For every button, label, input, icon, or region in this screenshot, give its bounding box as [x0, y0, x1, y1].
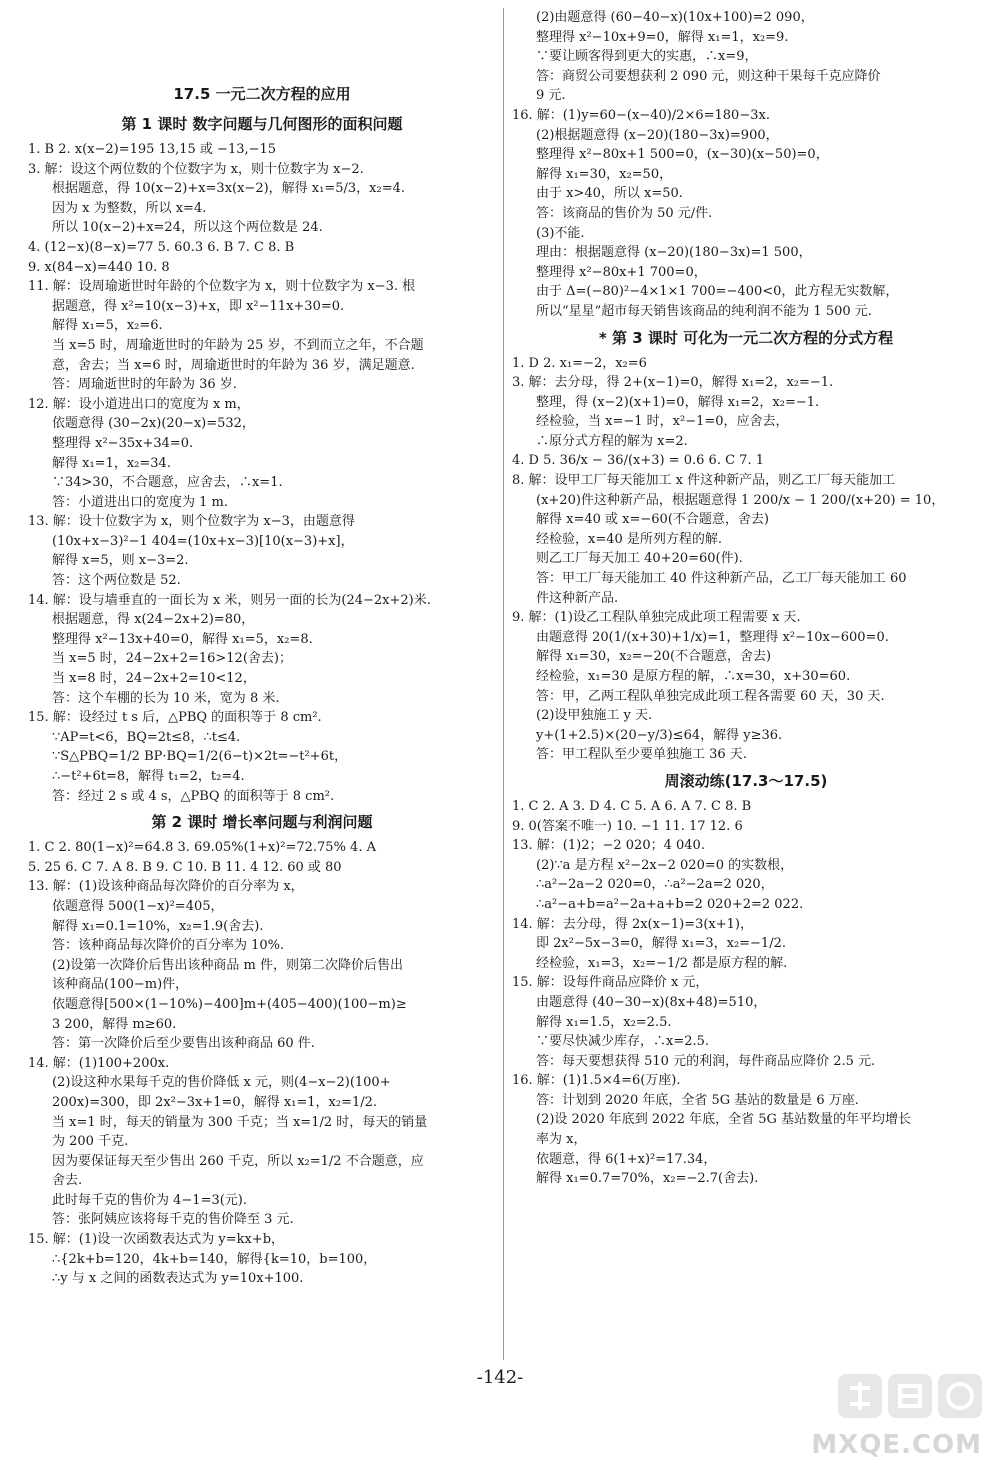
answer-line: 答：甲工厂每天能加工 40 件这种新产品，乙工厂每天能加工 60 — [536, 571, 907, 587]
answer-line: 解得 x₁=1.5，x₂=2.5. — [536, 1014, 672, 1030]
answer-line: 9. 解：(1)设乙工程队单独完成此项工程需要 x 天. — [512, 610, 801, 626]
answer-line: 解得 x=40 或 x=−60(不合题意，舍去) — [536, 512, 769, 528]
answer-line: 答：第一次降价后至少要售出该种商品 60 件. — [52, 1036, 315, 1052]
answer-line: (2)设 2020 年底到 2022 年底，全省 5G 基站数量的年平均增长 — [536, 1112, 912, 1128]
answer-line: 解得 x₁=5，x₂=6. — [52, 318, 163, 334]
answer-line: (10x+x−3)²−1 404=(10x+x−3)[10(x−3)+x]， — [52, 533, 354, 549]
answer-line: 整理得 x²−80x+1 700=0， — [536, 264, 707, 280]
answer-line: 依题意得 (30−2x)(20−x)=532， — [52, 416, 255, 432]
answer-line: 理由：根据题意得 (x−20)(180−3x)=1 500， — [536, 245, 812, 261]
answer-line: ∵要让顾客得到更大的实惠，∴x=9， — [536, 49, 758, 65]
answer-line: (3)不能. — [536, 225, 585, 241]
answer-line: 根据题意，得 10(x−2)+x=3x(x−2)，解得 x₁=5/3，x₂=4. — [52, 181, 405, 197]
answer-line: 由于 x>40，所以 x=50. — [536, 186, 683, 202]
answer-line: 1. B 2. x(x−2)=195 13,15 或 −13,−15 — [28, 142, 277, 157]
answer-line: 由于 Δ=(−80)²−4×1×1 700=−400<0，此方程无实数解， — [536, 284, 899, 300]
answer-line: 当 x=5 时，周瑜逝世时的年龄为 25 岁，不到而立之年，不合题 — [52, 337, 424, 353]
answer-line: 11. 解：设周瑜逝世时年龄的个位数字为 x，则十位数字为 x−3. 根 — [28, 279, 416, 295]
answer-line: 则乙工厂每天加工 40+20=60(件). — [536, 551, 743, 567]
answer-line: 13. 解：设十位数字为 x，则个位数字为 x−3，由题意得 — [28, 514, 355, 530]
answer-line: 8. 解：设甲工厂每天能加工 x 件这种新产品，则乙工厂每天能加工 — [512, 473, 896, 489]
lesson1-answers — [28, 140, 496, 806]
answer-line: 答：甲，乙两工程队单独完成此项工程各需要 60 天，30 天. — [536, 688, 885, 704]
left-column — [28, 78, 496, 1289]
answer-line: 当 x=1 时，每天的销量为 300 千克；当 x=1/2 时，每天的销量 — [52, 1114, 428, 1130]
answer-line: 1. C 2. A 3. D 4. C 5. A 6. A 7. C 8. B — [512, 798, 752, 814]
answer-line: (2)设甲独施工 y 天. — [536, 708, 653, 724]
answer-line: 9 元. — [536, 88, 566, 104]
answer-line: 15. 解：设经过 t s 后，△PBQ 的面积等于 8 cm². — [28, 710, 322, 726]
answer-line: 答：每天要想获得 510 元的利润，每件商品应降价 2.5 元. — [536, 1053, 876, 1069]
answer-line: 5. 25 6. C 7. A 8. B 9. C 10. B 11. 4 12. 60 或 80 — [28, 859, 342, 875]
answer-line: ∴原分式方程的解为 x=2. — [536, 433, 688, 449]
answer-line: 整理得 x²−13x+40=0，解得 x₁=5，x₂=8. — [52, 631, 313, 647]
answer-line: 15. 解：(1)设一次函数表达式为 y=kx+b， — [28, 1232, 285, 1248]
answer-line: 整理得 x²−10x+9=0，解得 x₁=1，x₂=9. — [536, 29, 789, 45]
answer-line: 答：商贸公司要想获利 2 090 元，则这种干果每千克应降价 — [536, 68, 881, 84]
answer-line: 答：该商品的售价为 50 元/件. — [536, 205, 713, 221]
lesson3-answers — [512, 354, 980, 765]
answer-line: 所以 10(x−2)+x=24，所以这个两位数是 24. — [52, 220, 323, 236]
answer-line: 为 200 千克. — [52, 1134, 129, 1150]
right-column — [512, 8, 980, 1189]
answer-line: ∴a²−a+b=a²−2a+a+b=2 020+2=2 022. — [536, 896, 804, 912]
answer-line: 由题意得 (40−30−x)(8x+48)=510， — [536, 994, 767, 1010]
answer-line: 解得 x=5，则 x−3=2. — [52, 553, 189, 569]
answer-line: ∴y 与 x 之间的函数表达式为 y=10x+100. — [52, 1271, 304, 1287]
answer-line: ∵34>30，不合题意，应舍去，∴x=1. — [52, 475, 283, 491]
lesson3-title: * 第 3 课时 可化为一元二次方程的分式方程 — [598, 328, 894, 347]
answer-line: 所以“星星”超市每天销售该商品的纯利润不能为 1 500 元. — [536, 303, 872, 319]
answer-line: ∵AP=t<6，BQ=2t≤8，∴t≤4. — [52, 729, 241, 745]
answer-line: 16. 解：(1)y=60−(x−40)/2×6=180−3x. — [512, 107, 770, 123]
column-divider — [503, 8, 504, 1360]
answer-line: 当 x=5 时，24−2x+2=16>12(舍去)； — [52, 651, 292, 667]
answer-line: 根据题意，得 x(24−2x+2)=80， — [52, 612, 255, 628]
answer-line: 答：计划到 2020 年底，全省 5G 基站的数量是 6 万座. — [536, 1092, 859, 1108]
lesson2-answers — [28, 838, 496, 1289]
answer-line: 解得 x₁=30，x₂=−20(不合题意，舍去) — [536, 649, 772, 665]
answer-line: 即 2x²−5x−3=0，解得 x₁=3，x₂=−1/2. — [536, 936, 786, 952]
answer-line: (2)设第一次降价后售出该种商品 m 件，则第二次降价后售出 — [52, 957, 404, 973]
answer-line: 3. 解：去分母，得 2+(x−1)=0，解得 x₁=2，x₂=−1. — [512, 375, 834, 391]
answer-line: 14. 解：(1)100+200x. — [28, 1055, 170, 1071]
answer-line: ∵S△PBQ=1/2 BP·BQ=1/2(6−t)×2t=−t²+6t， — [52, 749, 348, 765]
answer-line: 依题意，得 6(1+x)²=17.34， — [536, 1151, 717, 1167]
answer-line: 件这种新产品. — [536, 590, 619, 606]
answer-line: 此时每千克的售价为 4−1=3(元). — [52, 1192, 248, 1208]
answer-line: y+(1+2.5)×(20−y/3)≤64，解得 y≥36. — [536, 727, 783, 743]
answer-line: 解得 x₁=0.7=70%，x₂=−2.7(舍去). — [536, 1171, 759, 1187]
answer-line: 答：小道进出口的宽度为 1 m. — [52, 494, 228, 510]
continued-answers — [512, 8, 980, 322]
answer-line: 1. D 2. x₁=−2，x₂=6 — [512, 355, 647, 371]
answer-line: 答：经过 2 s 或 4 s，△PBQ 的面积等于 8 cm². — [52, 788, 335, 804]
answer-line: 200x)=300，即 2x²−3x+1=0，解得 x₁=1，x₂=1/2. — [52, 1094, 378, 1110]
answer-line: ∴−t²+6t=8，解得 t₁=2，t₂=4. — [52, 769, 245, 784]
answer-line: 15. 解：设每件商品应降价 x 元， — [512, 975, 709, 991]
answer-line: 整理，得 (x−2)(x+1)=0，解得 x₁=2，x₂=−1. — [536, 394, 820, 410]
answer-line: 解得 x₁=0.1=10%，x₂=1.9(舍去). — [52, 918, 264, 934]
watermark-logo — [836, 1368, 986, 1424]
review-title: 周滚动练(17.3～17.5) — [664, 771, 828, 790]
page-number: -142- — [476, 1367, 524, 1388]
answer-line: 1. C 2. 80(1−x)²=64.8 3. 69.05%(1+x)²=72.75% 4. A — [28, 840, 376, 856]
answer-line: 整理得 x²−80x+1 500=0，(x−30)(x−50)=0， — [536, 147, 829, 163]
answer-line: 依题意得 500(1−x)²=405， — [52, 898, 224, 914]
answer-line: 16. 解：(1)1.5×4=6(万座). — [512, 1073, 681, 1089]
answer-line: 14. 解：设与墙垂直的一面长为 x 米，则另一面的长为(24−2x+2)米. — [28, 592, 431, 608]
answer-line: 答：甲工程队至少要单独施工 36 天. — [536, 747, 747, 763]
answer-line: (2)设这种水果每千克的售价降低 x 元，则(4−x−2)(100+ — [52, 1075, 391, 1091]
answer-line: 率为 x， — [536, 1132, 587, 1148]
answer-line: 14. 解：去分母，得 2x(x−1)=3(x+1)， — [512, 916, 753, 932]
answer-line: 解得 x₁=30，x₂=50， — [536, 166, 673, 182]
answer-line: 4. (12−x)(8−x)=77 5. 60.3 6. B 7. C 8. B — [28, 239, 295, 255]
answer-line: 3. 解：设这个两位数的个位数字为 x，则十位数字为 x−2. — [28, 161, 364, 177]
answer-line: 12. 解：设小道进出口的宽度为 x m， — [28, 396, 250, 412]
answer-line: 意，舍去；当 x=6 时，周瑜逝世时的年龄为 36 岁，满足题意. — [52, 357, 415, 373]
answer-line: 答：张阿姨应该将每千克的售价降至 3 元. — [52, 1212, 294, 1228]
answer-line: 该种商品(100−m)件， — [52, 977, 189, 993]
answer-line: ∵要尽快减少库存，∴x=2.5. — [536, 1034, 710, 1050]
section-title: 17.5 一元二次方程的应用 — [173, 85, 351, 103]
watermark-domain: MXQE.COM — [811, 1430, 982, 1461]
review-answers — [512, 797, 980, 1189]
answer-line: 由题意得 20(1/(x+30)+1/x)=1，整理得 x²−10x−600=0. — [536, 629, 889, 645]
answer-line: ∴{2k+b=120，4k+b=140，解得{k=10，b=100， — [52, 1251, 377, 1267]
answer-line: 答：该种商品每次降价的百分率为 10%. — [52, 938, 285, 954]
answer-line: 9. x(84−x)=440 10. 8 — [28, 259, 170, 275]
answer-line: 经检验，当 x=−1 时，x²−1=0，应舍去， — [536, 414, 789, 430]
answer-line: 13. 解：(1)2；−2 020；4 040. — [512, 838, 705, 854]
lesson2-title: 第 2 课时 增长率问题与利润问题 — [151, 813, 373, 832]
answer-line: 因为要保证每天至少售出 260 千克，所以 x₂=1/2 不合题意，应 — [52, 1153, 424, 1169]
answer-line: ∴a²−2a−2 020=0，∴a²−2a=2 020， — [536, 877, 774, 893]
answer-line: (x+20)件这种新产品，根据题意得 1 200/x − 1 200/(x+20) = 10， — [536, 492, 945, 508]
answer-line: (2)根据题意得 (x−20)(180−3x)=900， — [536, 127, 779, 143]
answer-line: 3 200，解得 m≥60. — [52, 1016, 177, 1032]
answer-line: 经检验，x₁=3，x₂=−1/2 都是原方程的解. — [536, 955, 788, 971]
answer-line: 9. 0(答案不唯一) 10. −1 11. 17 12. 6 — [512, 818, 743, 834]
answer-line: (2)∵a 是方程 x²−2x−2 020=0 的实数根， — [536, 857, 794, 873]
answer-line: 据题意，得 x²=10(x−3)+x，即 x²−11x+30=0. — [52, 298, 345, 314]
answer-line: 经检验，x₁=30 是原方程的解，∴x=30，x+30=60. — [536, 669, 851, 684]
answer-line: 解得 x₁=1，x₂=34. — [52, 455, 171, 471]
answer-line: 13. 解：(1)设该种商品每次降价的百分率为 x， — [28, 879, 304, 895]
answer-line: (2)由题意得 (60−40−x)(10x+100)=2 090， — [536, 10, 814, 25]
answer-line: 答：这个车棚的长为 10 米，宽为 8 米. — [52, 690, 280, 706]
answer-line: 舍去. — [52, 1173, 83, 1189]
answer-line: 依题意得[500×(1−10%)−400]m+(405−400)(100−m)≥ — [52, 996, 407, 1012]
answer-line: 当 x=8 时，24−2x+2=10<12， — [52, 671, 256, 687]
answer-line: 4. D 5. 36/x − 36/(x+3) = 0.6 6. C 7. 1 — [512, 453, 764, 469]
answer-line: 整理得 x²−35x+34=0. — [52, 435, 194, 451]
answer-line: 答：周瑜逝世时的年龄为 36 岁. — [52, 377, 237, 393]
answer-line: 因为 x 为整数，所以 x=4. — [52, 200, 207, 216]
lesson1-title: 第 1 课时 数字问题与几何图形的面积问题 — [121, 115, 403, 133]
answer-line: 经检验，x=40 是所列方程的解. — [536, 531, 723, 547]
answer-line: 答：这个两位数是 52. — [52, 573, 181, 589]
